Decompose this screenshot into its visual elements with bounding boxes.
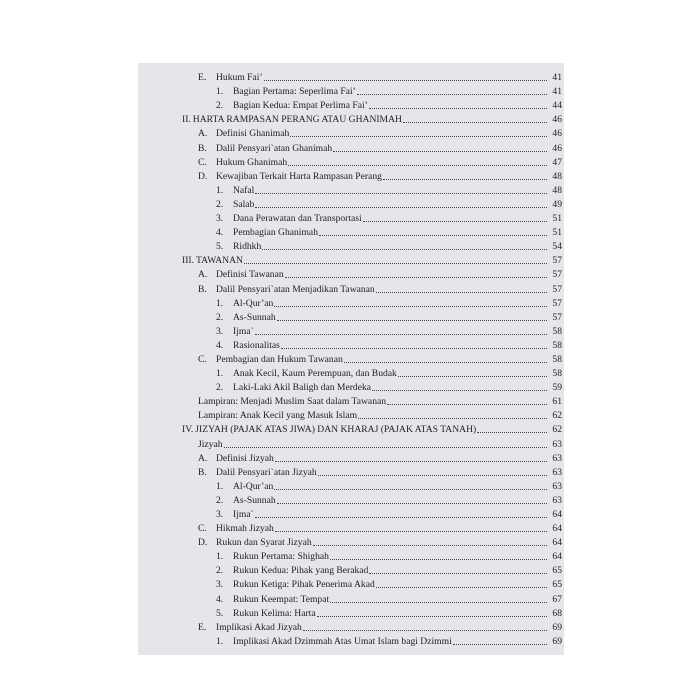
toc-entry	[138, 478, 564, 492]
dot-leader	[290, 136, 547, 137]
toc-entry-number: 5.	[216, 607, 224, 619]
toc-entry-page-number: 57	[552, 269, 562, 281]
toc-entry	[138, 365, 564, 379]
table-of-contents	[138, 69, 564, 647]
dot-leader	[277, 503, 547, 504]
toc-entry	[138, 337, 564, 351]
toc-entry	[138, 351, 564, 365]
toc-entry-number: 2.	[216, 100, 224, 112]
toc-entry-number: 1.	[216, 551, 224, 563]
toc-entry-title: Dalil Pensyari`atan Ghanimah	[216, 142, 333, 154]
dot-leader	[453, 644, 547, 645]
toc-entry-number: 1.	[216, 184, 224, 196]
toc-entry-number: 2.	[216, 494, 224, 506]
toc-entry-number: 1.	[216, 297, 224, 309]
toc-entry-page-number: 63	[552, 438, 562, 450]
toc-entry-title: Definisi Jizyah	[216, 452, 274, 464]
toc-entry-title: Lampiran: Menjadi Muslim Saat dalam Tawanan	[198, 396, 387, 408]
toc-entry-number: 3.	[216, 509, 224, 520]
dot-leader	[275, 531, 547, 532]
toc-entry-page-number: 54	[552, 241, 562, 253]
toc-entry-number: 5.	[216, 241, 224, 253]
toc-entry-page-number: 68	[552, 607, 562, 619]
toc-entry-number: 2.	[216, 382, 224, 394]
toc-entry-page-number: 46	[552, 114, 562, 126]
toc-entry-title: Salab	[233, 198, 255, 210]
toc-entry-title: JIZYAH (PAJAK ATAS JIWA) DAN KHARAJ (PAJAK ATAS TANAH)	[195, 424, 477, 436]
toc-entry-title: Laki-Laki Akil Baligh dan Merdeka	[233, 382, 372, 394]
dot-leader	[264, 80, 547, 81]
toc-entry-number: 3.	[216, 213, 224, 225]
toc-entry	[138, 154, 564, 168]
toc-entry-title: Kewajiban Terkait Harta Rampasan Perang	[216, 170, 382, 182]
dot-leader	[274, 489, 547, 490]
toc-entry-title: Dalil Pensyari`atan Jizyah	[216, 466, 317, 478]
toc-entry-page-number: 46	[552, 142, 562, 154]
toc-entry-number: C.	[198, 156, 207, 168]
dot-leader	[303, 630, 547, 631]
toc-entry-page-number: 58	[552, 339, 562, 351]
toc-entry-number: 2.	[216, 198, 224, 210]
dot-leader	[477, 432, 547, 433]
dot-leader	[398, 376, 547, 377]
toc-entry-title: Bagian Kedua: Empat Perlima Fai’	[233, 100, 368, 112]
toc-entry	[138, 534, 564, 548]
dot-leader	[333, 151, 547, 152]
toc-entry-number: III.	[182, 255, 194, 267]
toc-entry	[138, 393, 564, 407]
dot-leader	[285, 277, 547, 278]
toc-entry	[138, 83, 564, 97]
toc-entry	[138, 69, 564, 83]
toc-entry-page-number: 64	[552, 537, 562, 549]
dot-leader	[277, 320, 547, 321]
toc-entry-page-number: 41	[552, 72, 562, 84]
toc-entry-number: E.	[198, 621, 207, 633]
toc-entry-number: II.	[182, 114, 191, 126]
toc-entry	[138, 548, 564, 562]
toc-entry-page-number: 69	[552, 621, 562, 633]
dot-leader	[376, 587, 547, 588]
toc-entry-page-number: 41	[552, 86, 562, 98]
toc-entry	[138, 562, 564, 576]
toc-entry-number: A.	[198, 269, 208, 281]
toc-entry-title: Implikasi Akad Dzimmah Atas Umat Islam bagi Dzimmi	[233, 635, 452, 647]
toc-entry-title: Dalil Pensyari`atan Menjadikan Tawanan	[216, 283, 375, 295]
toc-entry-page-number: 59	[552, 382, 562, 394]
toc-entry-title: As-Sunnah	[233, 494, 276, 506]
toc-entry	[138, 182, 564, 196]
toc-entry	[138, 590, 564, 604]
toc-entry-title: Pembagian dan Hukum Tawanan	[216, 353, 343, 365]
dot-leader	[255, 207, 547, 208]
toc-entry-page-number: 69	[552, 635, 562, 647]
toc-entry-page-number: 57	[552, 311, 562, 323]
toc-entry-page-number: 49	[552, 198, 562, 210]
toc-entry-title: Ijma`	[233, 509, 254, 520]
toc-entry-page-number: 51	[552, 213, 562, 225]
toc-entry-title: Al-Qur’an	[233, 480, 274, 492]
toc-entry-title: Jizyah	[198, 438, 223, 450]
dot-leader	[275, 461, 547, 462]
toc-entry-title: Rukun Ketiga: Pihak Penerima Akad	[233, 579, 375, 591]
toc-entry-number: 3.	[216, 325, 224, 337]
toc-entry-number: 1.	[216, 86, 224, 98]
toc-entry-page-number: 61	[552, 396, 562, 408]
toc-entry	[138, 520, 564, 534]
toc-entry-title: Hukum Fai’	[216, 72, 263, 84]
toc-entry	[138, 309, 564, 323]
toc-entry-number: 1.	[216, 368, 224, 380]
dot-leader	[317, 616, 547, 617]
toc-entry-page-number: 48	[552, 184, 562, 196]
dot-leader	[255, 334, 547, 335]
toc-entry-number: D.	[198, 170, 208, 182]
toc-entry-page-number: 44	[552, 100, 562, 112]
toc-entry-title: Ijma`	[233, 325, 254, 337]
toc-entry-page-number: 63	[552, 452, 562, 464]
toc-entry-title: Rasionalitas	[233, 339, 280, 351]
toc-entry-number: 2.	[216, 565, 224, 577]
toc-entry-page-number: 57	[552, 283, 562, 295]
toc-entry	[138, 125, 564, 139]
toc-entry-page-number: 64	[552, 551, 562, 563]
toc-entry-title: Anak Kecil, Kaum Perempuan, dan Budak	[233, 368, 397, 380]
toc-entry-number: 3.	[216, 579, 224, 591]
toc-entry-page-number: 63	[552, 466, 562, 478]
toc-entry-title: Dana Perawatan dan Transportasi	[233, 213, 362, 225]
toc-entry-number: IV.	[182, 424, 194, 436]
dot-leader	[318, 475, 547, 476]
toc-entry-page-number: 47	[552, 156, 562, 168]
toc-entry-page-number: 57	[552, 255, 562, 267]
toc-entry-number: 2.	[216, 311, 224, 323]
toc-entry	[138, 506, 564, 520]
toc-entry-page-number: 63	[552, 494, 562, 506]
toc-entry	[138, 266, 564, 280]
toc-entry-page-number: 58	[552, 368, 562, 380]
dot-leader	[288, 165, 547, 166]
toc-entry	[138, 196, 564, 210]
toc-entry-page-number: 64	[552, 523, 562, 535]
dot-leader	[372, 390, 547, 391]
toc-entry	[138, 576, 564, 590]
toc-entry	[138, 450, 564, 464]
toc-entry-title: TAWANAN	[195, 255, 243, 267]
toc-entry-page-number: 58	[552, 353, 562, 365]
toc-entry	[138, 464, 564, 478]
toc-entry-title: As-Sunnah	[233, 311, 276, 323]
toc-entry-number: A.	[198, 452, 208, 464]
toc-entry	[138, 492, 564, 506]
dot-leader	[358, 418, 547, 419]
toc-entry-title: Rukun Kelima: Harta	[233, 607, 316, 619]
toc-entry-number: A.	[198, 128, 208, 140]
toc-entry-title: Hikmah Jizyah	[216, 523, 274, 535]
dot-leader	[363, 221, 547, 222]
toc-entry	[138, 379, 564, 393]
toc-entry	[138, 139, 564, 153]
toc-entry-title: Rukun Pertama: Shighah	[233, 551, 329, 563]
dot-leader	[376, 292, 547, 293]
toc-entry	[138, 605, 564, 619]
toc-entry-title: Rukun Keempat: Tempat	[233, 593, 330, 605]
toc-entry-page-number: 67	[552, 593, 562, 605]
toc-entry-number: B.	[198, 142, 207, 154]
toc-entry-number: 4.	[216, 227, 224, 239]
toc-entry	[138, 97, 564, 111]
toc-entry	[138, 421, 564, 435]
toc-entry	[138, 323, 564, 337]
toc-entry-number: E.	[198, 72, 207, 84]
dot-leader	[319, 235, 547, 236]
toc-entry-title: Rukun Kedua: Pihak yang Berakad	[233, 565, 369, 577]
dot-leader	[344, 362, 547, 363]
toc-entry-page-number: 64	[552, 509, 562, 520]
dot-leader	[255, 193, 547, 194]
toc-entry-number: 1.	[216, 480, 224, 492]
toc-entry-number: B.	[198, 466, 207, 478]
toc-entry	[138, 168, 564, 182]
dot-leader	[281, 348, 547, 349]
toc-entry-page-number: 65	[552, 565, 562, 577]
toc-entry-page-number: 62	[552, 410, 562, 422]
toc-entry-page-number: 58	[552, 325, 562, 337]
toc-entry	[138, 252, 564, 266]
toc-entry-number: B.	[198, 283, 207, 295]
toc-entry-title: Hukum Ghanimah	[216, 156, 288, 168]
toc-entry-title: Implikasi Akad Jizyah	[216, 621, 302, 633]
dot-leader	[387, 404, 547, 405]
toc-entry-number: 4.	[216, 593, 224, 605]
toc-entry-page-number: 65	[552, 579, 562, 591]
dot-leader	[330, 559, 547, 560]
toc-entry-page-number: 63	[552, 480, 562, 492]
toc-entry-title: Pembagian Ghanimah	[233, 227, 318, 239]
toc-entry	[138, 280, 564, 294]
dot-leader	[313, 545, 547, 546]
toc-entry-number: D.	[198, 537, 208, 549]
dot-leader	[274, 306, 547, 307]
book-page	[138, 63, 564, 655]
toc-entry-number: 1.	[216, 635, 224, 647]
toc-entry	[138, 111, 564, 125]
toc-entry-page-number: 51	[552, 227, 562, 239]
toc-entry	[138, 295, 564, 309]
toc-entry	[138, 407, 564, 421]
toc-entry-title: Definisi Tawanan	[216, 269, 284, 281]
toc-entry-number: 4.	[216, 339, 224, 351]
toc-entry-page-number: 62	[552, 424, 562, 436]
toc-entry-title: Ridhkh	[233, 241, 262, 253]
toc-entry-title: Rukun dan Syarat Jizyah	[216, 537, 312, 549]
toc-entry-title: HARTA RAMPASAN PERANG ATAU GHANIMAH	[192, 114, 402, 126]
toc-entry	[138, 224, 564, 238]
toc-entry	[138, 633, 564, 647]
toc-entry-title: Nafal	[233, 184, 255, 196]
toc-entry-title: Al-Qur’an	[233, 297, 274, 309]
dot-leader	[357, 94, 547, 95]
toc-entry	[138, 210, 564, 224]
toc-entry-page-number: 57	[552, 297, 562, 309]
dot-leader	[403, 122, 547, 123]
toc-entry	[138, 435, 564, 449]
toc-entry-page-number: 48	[552, 170, 562, 182]
toc-entry	[138, 238, 564, 252]
dot-leader	[262, 249, 547, 250]
toc-entry-number: C.	[198, 523, 207, 535]
toc-entry-title: Lampiran: Anak Kecil yang Masuk Islam	[198, 410, 358, 422]
dot-leader	[244, 263, 547, 264]
dot-leader	[383, 179, 547, 180]
dot-leader	[255, 517, 547, 518]
toc-entry-page-number: 46	[552, 128, 562, 140]
toc-entry-number: C.	[198, 353, 207, 365]
toc-entry-title: Definisi Ghanimah	[216, 128, 290, 140]
dot-leader	[224, 447, 547, 448]
toc-entry	[138, 619, 564, 633]
dot-leader	[369, 108, 547, 109]
toc-entry-title: Bagian Pertama: Seperlima Fai’	[233, 86, 356, 98]
dot-leader	[330, 602, 547, 603]
dot-leader	[369, 573, 547, 574]
